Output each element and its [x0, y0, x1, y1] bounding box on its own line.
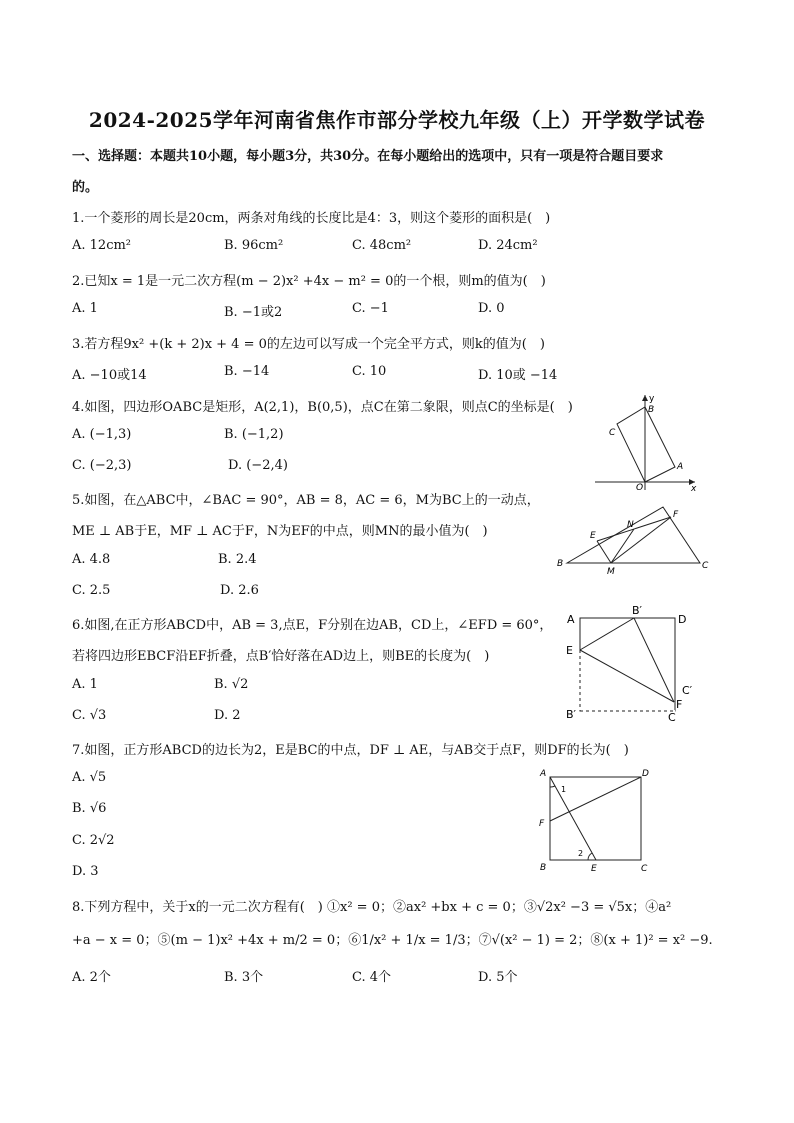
q6-option-c[interactable]: C. √3: [72, 708, 107, 723]
q7-label-f: F: [539, 819, 545, 829]
q4-label-c: C: [609, 428, 616, 438]
q6-label-f: F: [676, 698, 683, 711]
q4-label-y: y: [649, 394, 655, 404]
q1-option-a[interactable]: A. 12cm²: [72, 238, 132, 253]
q7-label-a: A: [540, 769, 547, 779]
q7-label-e: E: [591, 864, 597, 874]
q4-option-d[interactable]: D. (−2,4): [228, 458, 288, 473]
q4-label-x: x: [691, 484, 697, 494]
q2-option-a[interactable]: A. 1: [72, 301, 98, 316]
question-1-stem: 1.一个菱形的周长是20cm，两条对角线的长度比是4：3，则这个菱形的面积是( ): [72, 211, 551, 226]
q6-option-b[interactable]: B. √2: [214, 677, 249, 692]
q7-figure: [536, 764, 656, 876]
q2-option-b[interactable]: B. −1或2: [224, 305, 283, 320]
q6-label-e: E: [566, 644, 573, 657]
q5-option-d[interactable]: D. 2.6: [220, 583, 259, 598]
q7-option-a[interactable]: A. √5: [72, 770, 107, 785]
q6-label-c: C: [668, 711, 676, 724]
q5-label-e: E: [590, 531, 596, 541]
q6-option-d[interactable]: D. 2: [214, 708, 241, 723]
q3-option-d[interactable]: D. 10或 −14: [478, 368, 558, 383]
q8-option-c[interactable]: C. 4个: [352, 970, 392, 985]
section-heading: 一、选择题：本题共10小题，每小题3分，共30分。在每小题给出的选项中，只有一项是符合题目要求: [72, 149, 664, 164]
q6-option-a[interactable]: A. 1: [72, 677, 98, 692]
q6-label-c-prime: C′: [682, 684, 693, 697]
q5-figure: [555, 505, 715, 580]
q7-label-angle2: 2: [578, 849, 584, 858]
q4-figure: [595, 390, 705, 495]
q4-option-c[interactable]: C. (−2,3): [72, 458, 132, 473]
q3-option-a[interactable]: A. −10或14: [72, 368, 147, 383]
q6-label-a: A: [567, 613, 575, 626]
q1-option-c[interactable]: C. 48cm²: [352, 238, 412, 253]
q6-label-b-prime-bottom: B′: [566, 708, 577, 721]
q7-label-d: D: [642, 769, 649, 779]
q1-option-d[interactable]: D. 24cm²: [478, 238, 538, 253]
q6-figure: [562, 600, 712, 725]
q4-label-o: O: [636, 483, 644, 493]
question-6-stem-line2: 若将四边形EBCF沿EF折叠，点B′恰好落在AD边上，则BE的长度为( ): [72, 649, 490, 664]
q8-option-b[interactable]: B. 3个: [224, 970, 264, 985]
q5-option-c[interactable]: C. 2.5: [72, 583, 111, 598]
q6-label-d: D: [678, 613, 687, 626]
question-7-stem: 7.如图，正方形ABCD的边长为2，E是BC的中点，DF ⊥ AE，与AB交于点F，则DF的长为( ): [72, 743, 629, 758]
q8-option-d[interactable]: D. 5个: [478, 970, 518, 985]
q3-option-c[interactable]: C. 10: [352, 364, 387, 379]
q7-option-c[interactable]: C. 2√2: [72, 833, 115, 848]
q5-option-a[interactable]: A. 4.8: [72, 552, 111, 567]
question-5-stem-line2: ME ⊥ AB于E，MF ⊥ AC于F，N为EF的中点，则MN的最小值为( ): [72, 524, 488, 539]
question-6-stem-line1: 6.如图,在正方形ABCD中，AB = 3,点E，F分别在边AB，CD上，∠EFD = 60°，: [72, 618, 553, 633]
q4-option-a[interactable]: A. (−1,3): [72, 427, 132, 442]
q2-option-c[interactable]: C. −1: [352, 301, 389, 316]
q6-label-b-prime-top: B′: [632, 604, 643, 617]
page-title: 2024-2025学年河南省焦作市部分学校九年级（上）开学数学试卷: [88, 108, 706, 132]
question-2-stem: 2.已知x = 1是一元二次方程(m − 2)x² +4x − m² = 0的一个根，则m的值为( ): [72, 274, 546, 289]
question-8-stem-line2: +a − x = 0；⑤(m − 1)x² +4x + m/2 = 0；⑥1/x² + 1/x = 1/3；⑦√(x² − 1) = 2；⑧(x + 1)² = x² −9.: [72, 933, 713, 948]
question-3-stem: 3.若方程9x² +(k + 2)x + 4 = 0的左边可以写成一个完全平方式，则k的值为( ): [72, 337, 545, 352]
q4-label-a: A: [677, 462, 684, 472]
q7-option-d[interactable]: D. 3: [72, 864, 99, 879]
q7-option-b[interactable]: B. √6: [72, 801, 107, 816]
q5-label-b: B: [557, 559, 564, 569]
q5-label-f: F: [673, 510, 679, 520]
q5-option-b[interactable]: B. 2.4: [218, 552, 257, 567]
q2-option-d[interactable]: D. 0: [478, 301, 505, 316]
q8-option-a[interactable]: A. 2个: [72, 970, 111, 985]
question-4-stem: 4.如图，四边形OABC是矩形，A(2,1)，B(0,5)，点C在第二象限，则点C的坐标是( ): [72, 400, 573, 415]
q5-label-n: N: [627, 520, 634, 530]
question-8-stem-line1: 8.下列方程中，关于x的一元二次方程有( ) ①x² = 0；②ax² +bx + c = 0；③√2x² −3 = √5x；④a²: [72, 900, 672, 915]
q4-label-b: B: [648, 405, 655, 415]
q5-label-m: M: [607, 567, 615, 577]
q1-option-b[interactable]: B. 96cm²: [224, 238, 284, 253]
q7-label-b: B: [540, 863, 547, 873]
q7-label-c: C: [641, 864, 648, 874]
q3-option-b[interactable]: B. −14: [224, 364, 270, 379]
q5-label-c: C: [702, 561, 709, 571]
question-5-stem-line1: 5.如图，在△ABC中，∠BAC = 90°，AB = 8，AC = 6，M为BC上的一动点，: [72, 493, 540, 508]
section-heading-cont: 的。: [72, 180, 99, 195]
q7-label-angle1: 1: [561, 785, 567, 794]
q4-option-b[interactable]: B. (−1,2): [224, 427, 284, 442]
